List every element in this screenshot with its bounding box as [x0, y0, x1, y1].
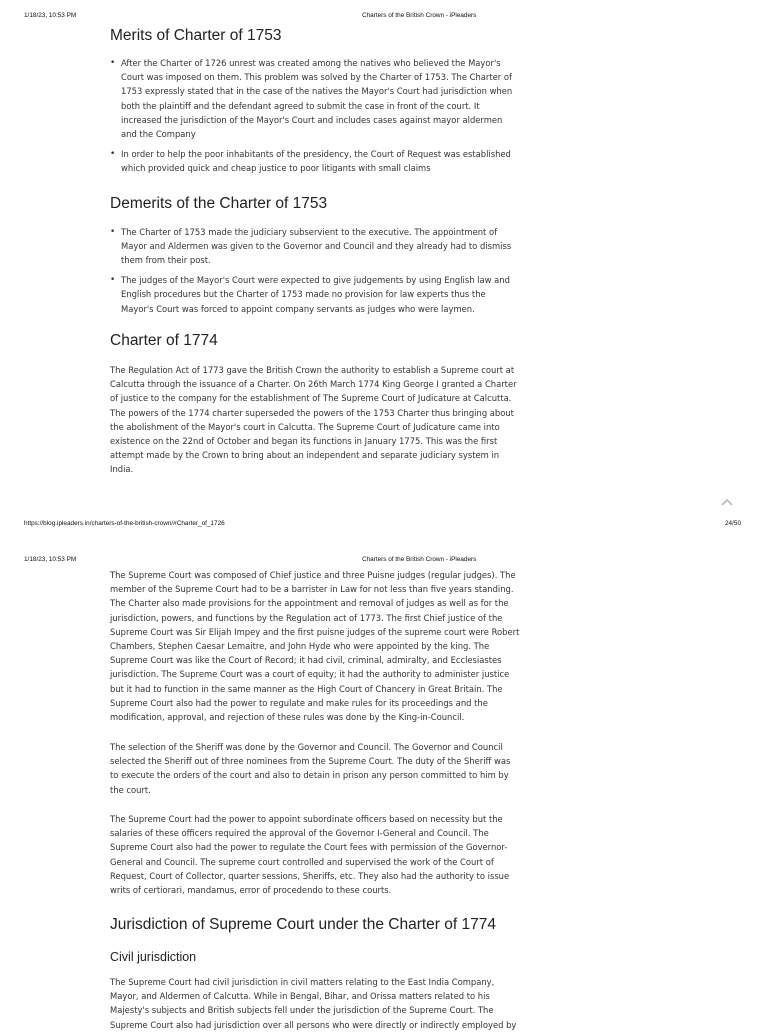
section-title-charter-1774: Charter of 1774	[110, 332, 218, 349]
section-title-jurisdiction: Jurisdiction of Supreme Court under the Charter of 1774	[110, 916, 496, 933]
merits-list	[110, 56, 520, 181]
sheriff-paragraph: The selection of the Sheriff was done by the Governor and Council. The Governor and Council selected the Sheriff out of three nominees from the Supreme Court. The duty of the Sheriff was to execute the orders of the court and also to detain in prison any person committed to him by the court.	[110, 742, 511, 795]
chevron-up-icon[interactable]	[721, 497, 733, 507]
print-header-title: Charters of the British Crown - iPleaders	[362, 556, 477, 563]
list-item: • The Charter of 1753 made the judiciary subservient to the executive. The appointment of Mayor and Aldermen was given to the Governor and Council and they already had to dismiss them from their post.	[110, 225, 520, 268]
subsection-title-civil: Civil jurisdiction	[110, 950, 197, 964]
list-item: • After the Charter of 1726 unrest was created among the natives who believed the Mayor's Court was imposed on them. This problem was solved by the Charter of 1753. The Charter of 1753 expressly stated that in the case of the natives the Mayor's Court had jurisdiction when both the plaintiff and the defendant agreed to submit the case in front of the court. It increased the jurisdiction of the Mayor's Court and includes cases against mayor aldermen and the Company	[110, 56, 520, 141]
list-item: • The judges of the Mayor's Court were expected to give judgements by using English law and English procedures but the Charter of 1753 made no provision for law experts thus the Mayor's Court was forced to appoint company servants as judges who were laymen.	[110, 273, 520, 316]
list-item: • In order to help the poor inhabitants of the presidency, the Court of Request was established which provided quick and cheap justice to poor litigants with small claims	[110, 147, 520, 175]
charter-1774-paragraph: The Regulation Act of 1773 gave the British Crown the authority to establish a Supreme court at Calcutta through the issuance of a Charter. On 26th March 1774 King George I granted a Charter of justice to the company for the establishment of The Supreme Court of Judicature at Calcutta. The powers of the 1774 charter superseded the powers of the 1753 Charter thus bringing about the abolishment of the Mayor's court in Calcutta. The Supreme Court of Judicature came into existence on the 22nd of October and began its functions in January 1775. This was the first attempt made by the Crown to bring about an independent and separate judiciary system in India.	[110, 365, 517, 475]
supreme-court-composition-paragraph: The Supreme Court was composed of Chief justice and three Puisne judges (regular judges). The member of the Supreme Court had to be a barrister in Law for not less than five years standing. The Charter also made provisions for the appointment and removal of judges as well as for the jurisdiction, powers, and functions by the Regulation act of 1773. The first Chief justice of the Supreme Court was Sir Elijah Impey and the first puisne judges of the supreme court were Robert Chambers, Stephen Caesar Lemaitre, and John Hyde who were appointed by the king. The Supreme Court was like the Court of Record; it had civil, criminal, admiralty, and Ecclesiastes jurisdiction. The Supreme Court was a court of equity; it had the authority to administer justice but it had to function in the same manner as the High Court of Chancery in Great Britain. The Supreme Court also had the power to regulate and make rules for its proceedings and the modification, approval, and rejection of these rules was done by the King-in-Council.	[110, 570, 520, 723]
page-separator	[0, 538, 768, 552]
civil-jurisdiction-paragraph: The Supreme Court had civil jurisdiction in civil matters relating to the East India Company, Mayor, and Aldermen of Calcutta. While in Bengal, Bihar, and Orissa matters related to his Majesty's subjects and British subjects fell under the jurisdiction of the Supreme Court. The Supreme Court also had jurisdiction over all persons who were directly or indirectly employed by	[110, 977, 517, 1030]
print-header-title: Charters of the British Crown - iPleaders	[362, 12, 477, 19]
print-header-datetime: 1/18/23, 10:53 PM	[24, 12, 77, 19]
print-footer-url: https://blog.ipleaders.in/charters-of-the-british-crown/#Charter_of_1726	[24, 520, 225, 527]
print-header-datetime: 1/18/23, 10:53 PM	[24, 556, 77, 563]
demerits-list	[110, 225, 520, 321]
subordinate-officers-paragraph: The Supreme Court had the power to appoint subordinate officers based on necessity but the salaries of these officers required the approval of the Governor I-General and Council. The Supreme Court also had the power to regulate the Court fees with permission of the Governor-General and Council. The supreme court controlled and supervised the work of the Court of Request, Court of Collector, quarter sessions, Sheriffs, etc. They also had the authority to issue writs of certiorari, mandamus, error of procedendo to these courts.	[110, 814, 510, 896]
section-title-demerits: Demerits of the Charter of 1753	[110, 195, 328, 212]
section-title-merits: Merits of Charter of 1753	[110, 27, 282, 44]
print-footer-page-number: 24/50	[725, 520, 741, 527]
